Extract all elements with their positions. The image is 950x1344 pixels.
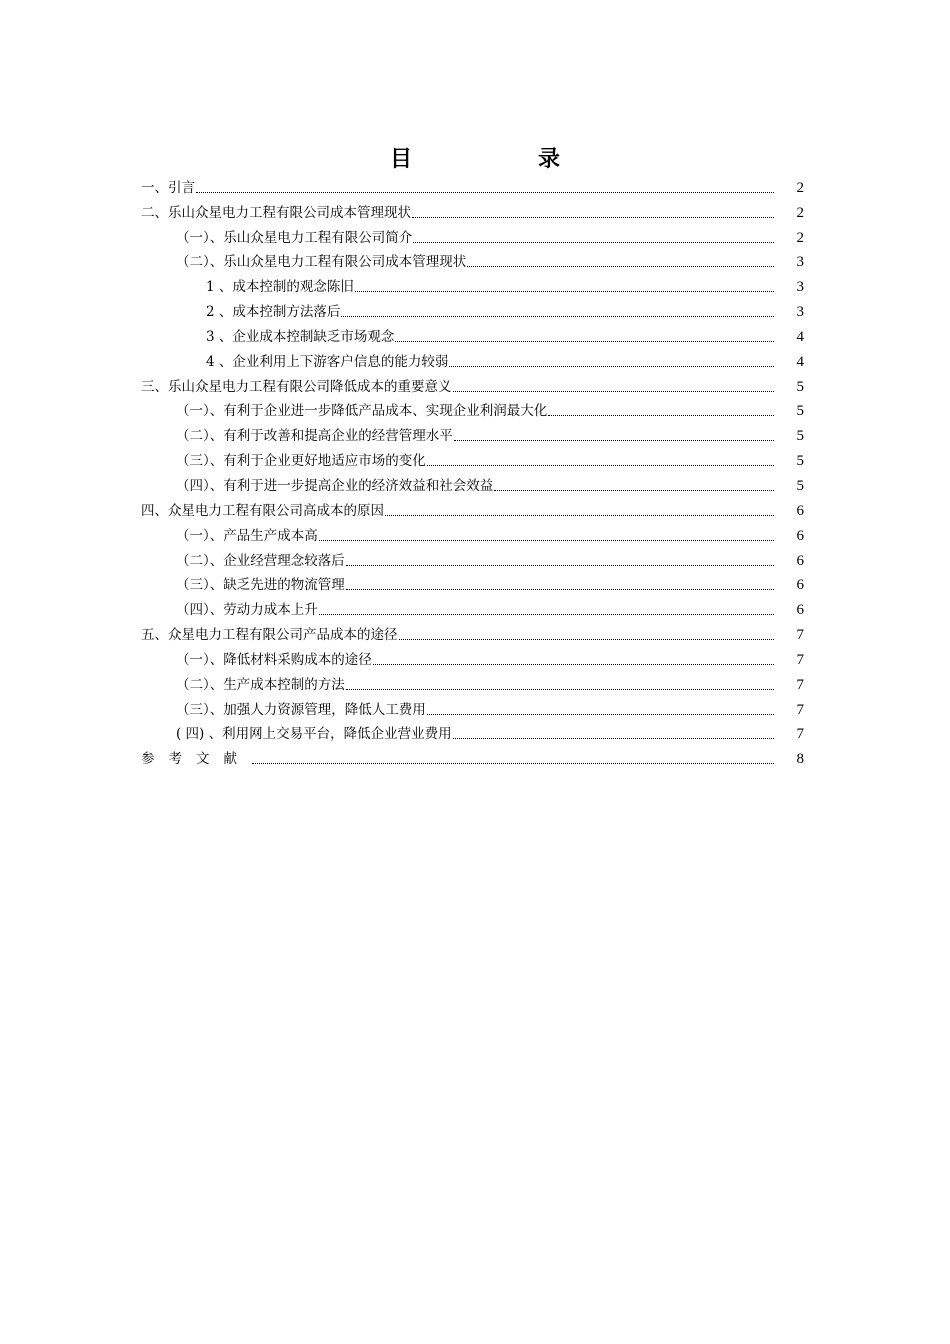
toc-title-right: 录 — [538, 147, 561, 172]
dot-leader — [395, 341, 774, 342]
toc-entry-page: 6 — [796, 527, 804, 544]
dot-leader — [319, 614, 774, 615]
toc-entry-page: 6 — [796, 552, 804, 569]
toc-entry-text: （四）、有利于进一步提高企业的经济效益和社会效益 — [176, 477, 494, 494]
toc-entry-page: 7 — [796, 676, 804, 693]
toc-entry-text: （一）、乐山众星电力工程有限公司简介 — [176, 229, 413, 246]
toc-entry-page: 7 — [796, 627, 804, 644]
toc-entry[interactable] — [141, 296, 804, 321]
toc-entry-text: 二、乐山众星电力工程有限公司成本管理现状 — [141, 204, 411, 221]
dot-leader — [467, 266, 774, 267]
dot-leader — [449, 366, 774, 367]
toc-entry-text: （二）、企业经营理念较落后 — [176, 552, 345, 569]
toc-entry-page: 4 — [796, 328, 804, 345]
toc-entry[interactable] — [141, 520, 804, 545]
toc-entry[interactable] — [141, 247, 804, 272]
dot-leader — [453, 738, 774, 739]
dot-leader — [341, 316, 774, 317]
toc-entry-text: 4 、企业利用上下游客户信息的能力较弱 — [206, 353, 449, 370]
toc-entry[interactable] — [141, 495, 804, 520]
dot-leader — [355, 291, 774, 292]
dot-leader — [346, 589, 774, 590]
dot-leader — [548, 415, 774, 416]
toc-entry-text: 2 、成本控制方法落后 — [206, 304, 341, 321]
dot-leader — [453, 391, 775, 392]
dot-leader — [399, 639, 775, 640]
toc-entry[interactable] — [141, 371, 804, 396]
toc-entry-page: 6 — [796, 502, 804, 519]
toc-entry-text: 1 、成本控制的观念陈旧 — [206, 279, 354, 296]
toc-entry-text: （三）、有利于企业更好地适应市场的变化 — [176, 453, 426, 470]
toc-entry-page: 3 — [796, 254, 804, 271]
toc-title-left: 目 — [389, 147, 412, 172]
toc-entry[interactable] — [141, 644, 804, 669]
toc-entry[interactable] — [141, 396, 804, 421]
toc-entry[interactable] — [141, 719, 804, 744]
toc-entry[interactable] — [141, 420, 804, 445]
toc-entry-text: （一）、产品生产成本高 — [176, 527, 318, 544]
toc-entry[interactable] — [141, 197, 804, 222]
toc-entry-text: （三）、加强人力资源管理，降低人工费用 — [176, 701, 426, 718]
toc-entry[interactable] — [141, 445, 804, 470]
dot-leader — [494, 490, 774, 491]
dot-leader — [346, 689, 774, 690]
toc-entry-page: 2 — [796, 229, 804, 246]
table-of-contents — [141, 172, 804, 768]
toc-entry[interactable] — [141, 222, 804, 247]
toc-entry-text: ( 四) 、利用网上交易平台，降低企业营业费用 — [176, 726, 452, 743]
toc-entry-text: 3 、企业成本控制缺乏市场观念 — [206, 328, 395, 345]
dot-leader — [427, 714, 774, 715]
toc-entry[interactable] — [141, 321, 804, 346]
toc-entry[interactable] — [141, 346, 804, 371]
toc-entry-text: （二）、生产成本控制的方法 — [176, 676, 345, 693]
dot-leader — [413, 242, 774, 243]
toc-entry-page: 5 — [796, 403, 804, 420]
toc-entry-page: 3 — [796, 279, 804, 296]
toc-entry-text: 五、众星电力工程有限公司产品成本的途径 — [141, 627, 398, 644]
toc-entry-page: 8 — [796, 751, 804, 768]
dot-leader — [385, 515, 774, 516]
toc-entry-page: 7 — [796, 651, 804, 668]
toc-entry-page: 6 — [796, 577, 804, 594]
toc-entry-page: 7 — [796, 726, 804, 743]
toc-entry-text: （一）、降低材料采购成本的途径 — [176, 651, 372, 668]
dot-leader — [454, 440, 774, 441]
dot-leader — [412, 217, 774, 218]
toc-entry-text: （二）、乐山众星电力工程有限公司成本管理现状 — [176, 254, 467, 271]
toc-entry[interactable] — [141, 594, 804, 619]
toc-entry-page: 6 — [796, 602, 804, 619]
toc-entry[interactable] — [141, 545, 804, 570]
toc-entry-page: 2 — [796, 204, 804, 221]
toc-entry-page: 3 — [796, 304, 804, 321]
toc-entry-text: （二）、有利于改善和提高企业的经营管理水平 — [176, 428, 453, 445]
toc-entry[interactable] — [141, 570, 804, 595]
toc-entry-page: 5 — [796, 378, 804, 395]
toc-entry[interactable] — [141, 694, 804, 719]
toc-entry-text: （三）、缺乏先进的物流管理 — [176, 577, 345, 594]
toc-entry-page: 4 — [796, 353, 804, 370]
dot-leader — [196, 192, 774, 193]
toc-entry-page: 2 — [796, 179, 804, 196]
dot-leader — [346, 565, 774, 566]
toc-entry-text: （一）、有利于企业进一步降低产品成本、实现企业利润最大化 — [176, 403, 548, 420]
toc-entry[interactable] — [141, 743, 804, 768]
toc-entry[interactable] — [141, 470, 804, 495]
toc-entry[interactable] — [141, 619, 804, 644]
toc-entry-text: 四、众星电力工程有限公司高成本的原因 — [141, 502, 384, 519]
toc-entry-page: 5 — [796, 428, 804, 445]
toc-entry-page: 5 — [796, 477, 804, 494]
toc-entry-text: 一、引言 — [141, 179, 195, 196]
toc-entry[interactable] — [141, 172, 804, 197]
toc-entry[interactable] — [141, 271, 804, 296]
dot-leader — [427, 465, 774, 466]
dot-leader — [373, 664, 774, 665]
dot-leader — [252, 763, 774, 764]
toc-entry-page: 7 — [796, 701, 804, 718]
toc-entry-text: 三、乐山众星电力工程有限公司降低成本的重要意义 — [141, 378, 452, 395]
toc-entry[interactable] — [141, 669, 804, 694]
toc-title — [0, 146, 950, 174]
toc-entry-page: 5 — [796, 453, 804, 470]
dot-leader — [319, 540, 774, 541]
toc-entry-text: （四）、劳动力成本上升 — [176, 602, 318, 619]
toc-entry-text: 参考文献 — [141, 751, 251, 768]
